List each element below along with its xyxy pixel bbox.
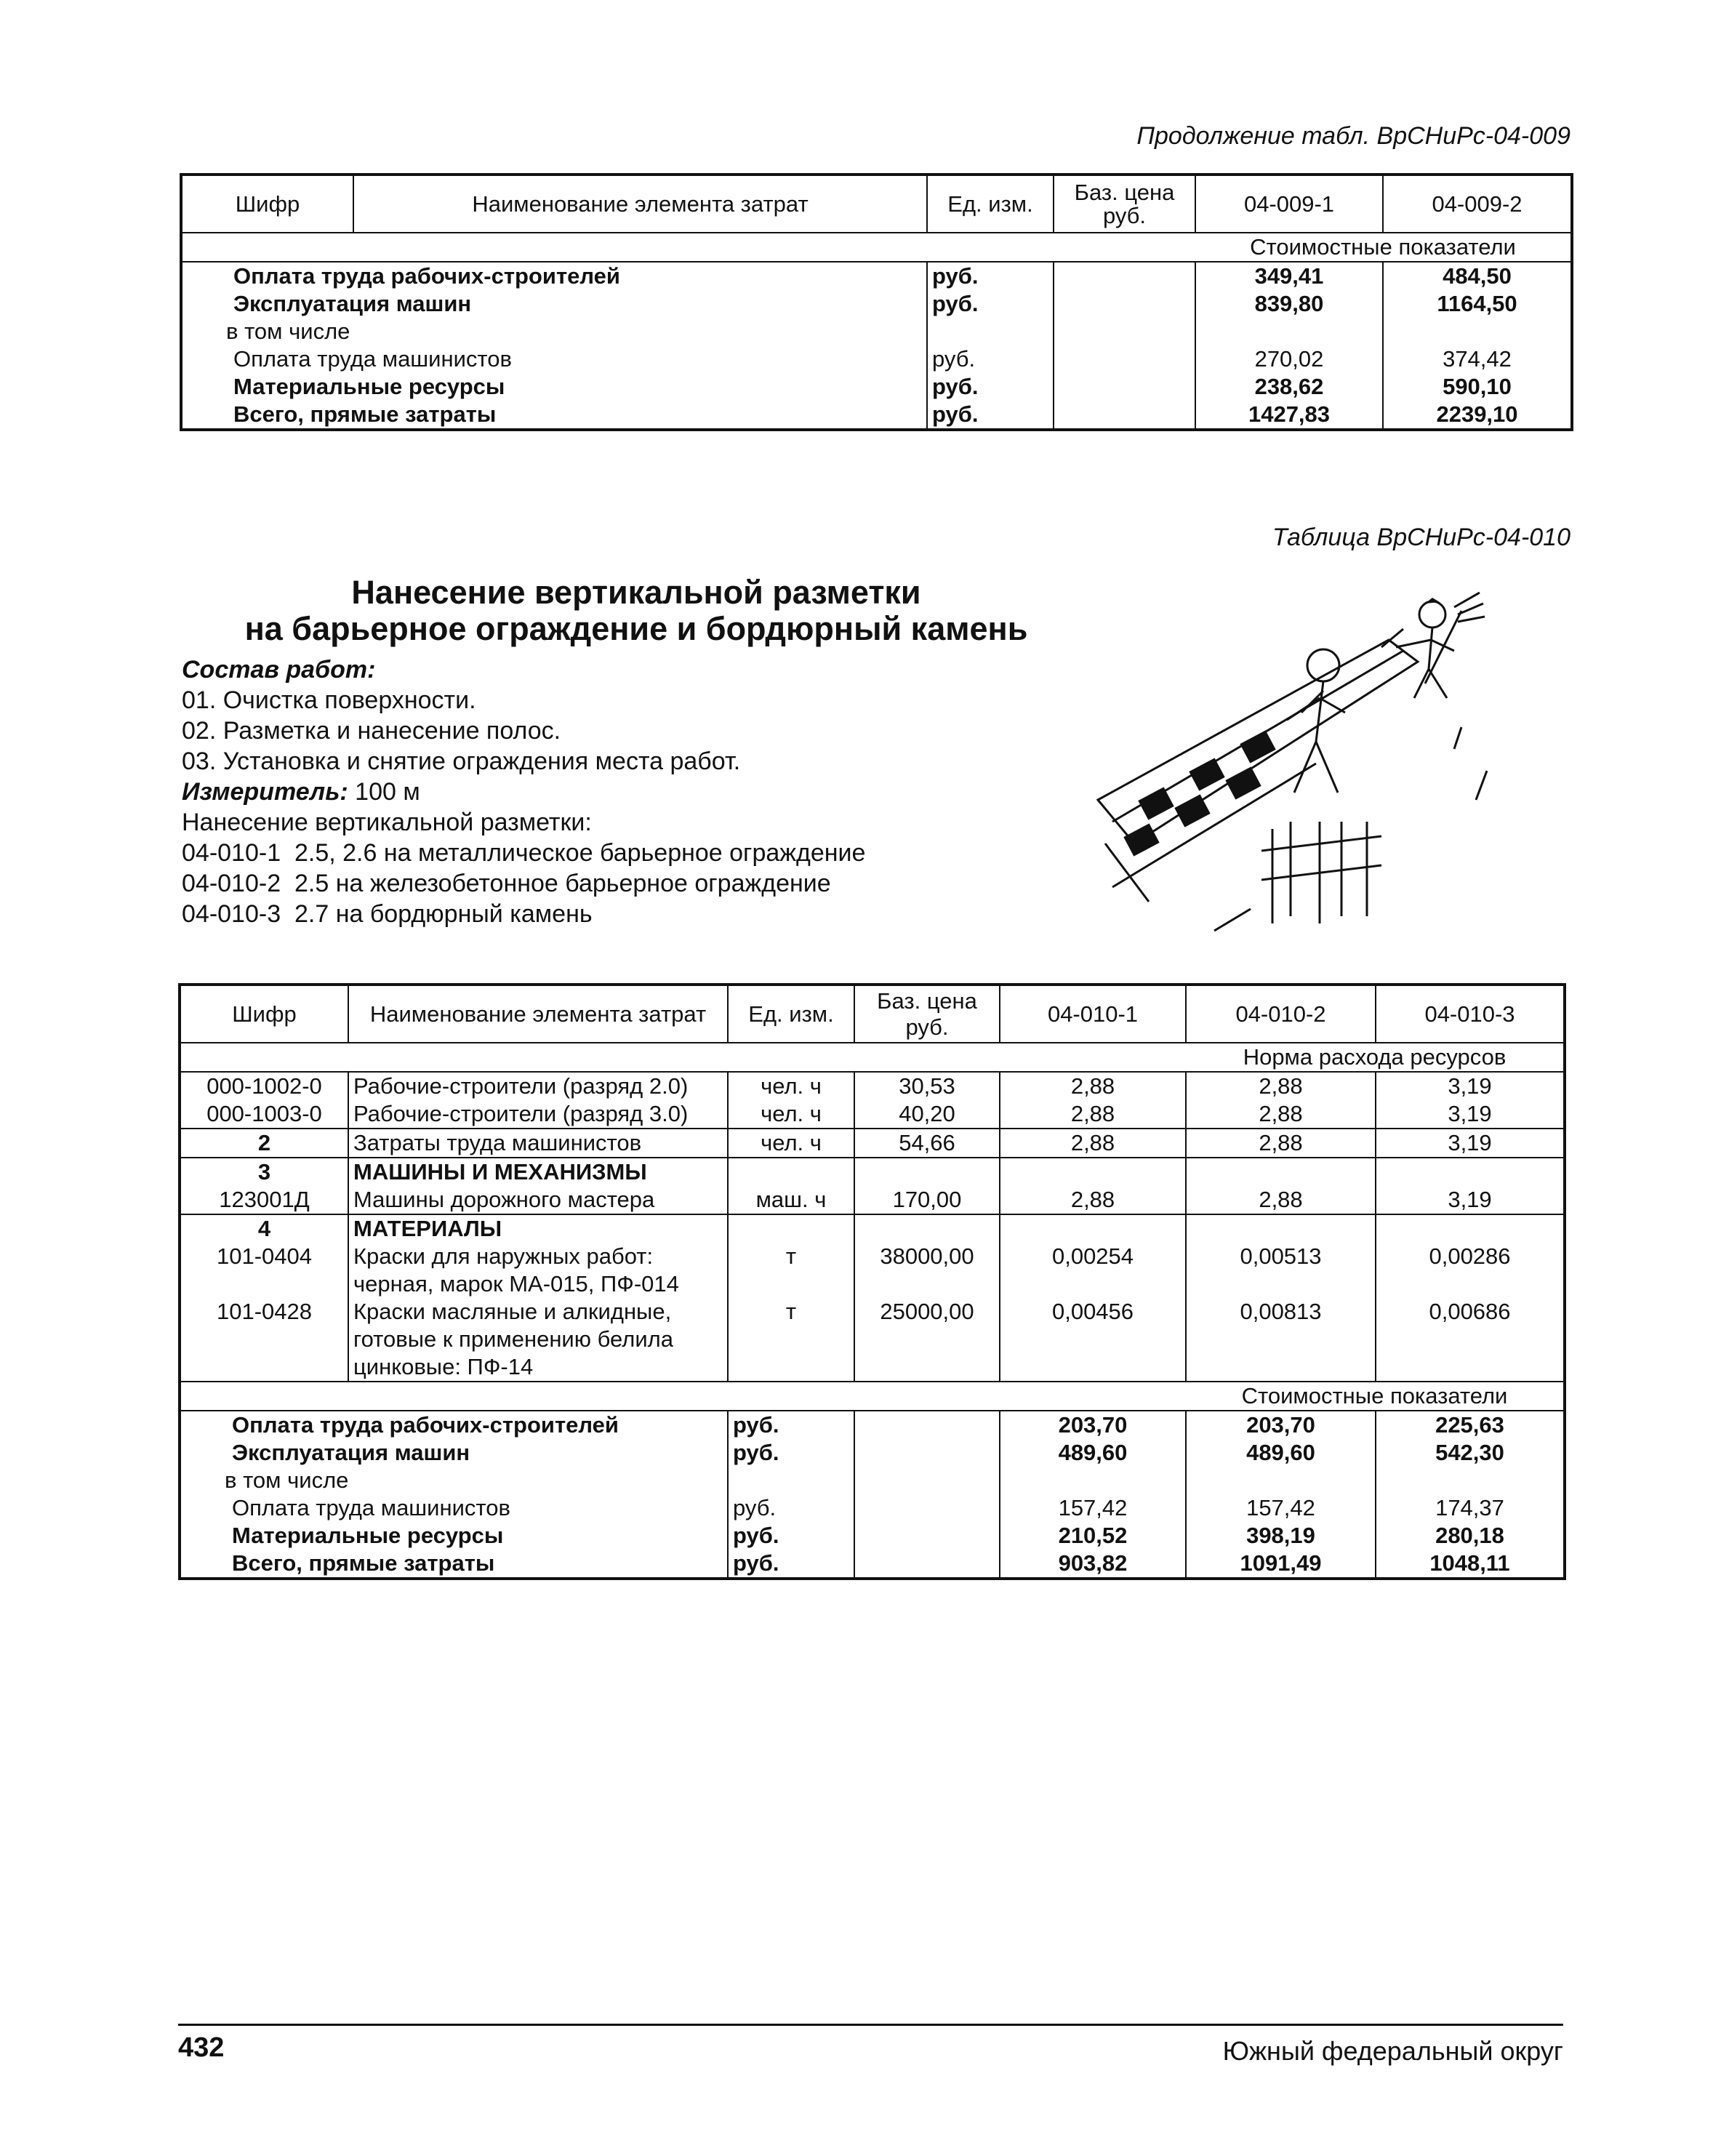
cost-unit: руб. [728,1439,854,1467]
header-unit: Ед. изм. [728,985,854,1043]
material-v2: 0,00813 [1186,1298,1376,1382]
base-price-empty [854,1467,1000,1494]
table-row [180,1439,1565,1467]
cost-name: Эксплуатация машин [180,1439,728,1467]
cost-value-1: 349,41 [1195,262,1383,290]
material-price: 25000,00 [854,1298,1000,1382]
base-price-empty [1054,373,1195,401]
header-base-price: Баз. цена руб. [1054,175,1195,233]
resource-v1: 2,88 [1000,1072,1186,1100]
resource-v3: 3,19 [1448,1073,1492,1099]
cost-value-1: 203,70 [1000,1411,1186,1439]
cost-unit: руб. [728,1411,854,1439]
resource-unit: чел. ч [728,1072,854,1100]
header-col-04-010-2: 04-010-2 [1186,985,1376,1043]
table-row [180,1550,1565,1579]
cost-value-1: 1427,83 [1195,401,1383,430]
cost-value-1: 903,82 [1000,1550,1186,1579]
cost-value-2: 489,60 [1186,1439,1376,1467]
base-price-empty [1054,318,1195,345]
cost-name: Оплата труда машинистов [180,1494,728,1522]
cost-value-2: 374,42 [1443,346,1512,372]
material-v1: 0,00456 [1000,1298,1186,1382]
resource-name: Затраты труда машинистов [348,1129,728,1158]
cost-name: Всего, прямые затраты [181,401,927,430]
base-price-empty [854,1550,1000,1579]
table-row [180,1129,1565,1158]
cost-value-2: 2239,10 [1436,401,1518,427]
material-v2: 0,00513 [1186,1243,1376,1298]
resource-v3: 3,19 [1448,1101,1492,1126]
continuation-title: Продолжение табл. ВрСНиРс-04-009 [1136,122,1570,150]
cost-value-2: 1091,49 [1186,1550,1376,1579]
resource-code: 000-1003-0 [180,1100,348,1129]
base-price-empty [854,1411,1000,1439]
table-row [180,1243,1565,1298]
work-item-1: 01. Очистка поверхности. [182,686,476,714]
resource-v3: 3,19 [1448,1130,1492,1155]
base-price-empty [854,1439,1000,1467]
materials-code: 4 [180,1214,348,1243]
table-row [181,262,1572,290]
footer-rule [178,2024,1563,2026]
meter-line [182,777,865,807]
cost-name: Всего, прямые затраты [180,1550,728,1579]
machine-code: 123001Д [180,1186,348,1214]
cost-unit: руб. [728,1494,854,1522]
resource-unit: чел. ч [728,1100,854,1129]
base-price-empty [1054,290,1195,318]
cost-name: Оплата труда рабочих-строителей [180,1411,728,1439]
material-name: Краски масляные и алкидные, готовые к применению белила цинковые: ПФ-14 [348,1298,728,1382]
footer-region: Южный федеральный округ [1222,2036,1563,2066]
machine-v3: 3,19 [1448,1187,1492,1212]
table-caption: Таблица ВрСНиРс-04-010 [1272,524,1570,551]
code-line-3: 04-010-3 2.7 на бордюрный камень [182,900,593,928]
cost-value-3: 542,30 [1435,1440,1504,1465]
cost-name: в том числе [181,318,927,345]
cost-unit: руб. [728,1522,854,1550]
header-name: Наименование элемента затрат [353,175,927,233]
workers-painting-illustration [1083,582,1491,960]
header-col-04-009-2: 04-009-2 [1383,175,1572,233]
cost-unit [728,1467,854,1494]
table-row [181,345,1572,373]
material-unit: т [728,1243,854,1298]
meter-value: 100 м [348,778,420,806]
cost-unit: руб. [927,345,1054,373]
cost-value-3: 174,37 [1435,1495,1504,1520]
meter-label: Измеритель: [182,778,348,806]
cost-value-2: 1164,50 [1437,291,1517,316]
work-label: Состав работ: [182,656,376,684]
resource-v1: 2,88 [1000,1129,1186,1158]
material-name: Краски для наружных работ: черная, марок МА-015, ПФ-014 [348,1243,728,1298]
table-row [181,318,1572,345]
resource-name: Рабочие-строители (разряд 2.0) [348,1072,728,1100]
base-price-empty [854,1522,1000,1550]
code-line-2: 04-010-2 2.5 на железобетонное барьерное ограждение [182,870,831,897]
material-code: 101-0404 [180,1243,348,1298]
table-04-009-continuation [180,173,1573,431]
base-price-empty [1054,401,1195,430]
machines-title: МАШИНЫ И МЕХАНИЗМЫ [348,1158,728,1186]
cost-unit: руб. [927,373,1054,401]
header-col-04-010-1: 04-010-1 [1000,985,1186,1043]
cost-unit: руб. [728,1550,854,1579]
table-04-010 [178,983,1566,1580]
header-code: Шифр [180,985,348,1043]
cost-name: Материальные ресурсы [180,1522,728,1550]
base-price-empty [854,1494,1000,1522]
material-unit: т [728,1298,854,1382]
heading-line-1: Нанесение вертикальной разметки [351,574,921,611]
resource-v2: 2,88 [1186,1072,1376,1100]
resource-price: 30,53 [854,1072,1000,1100]
table-row [181,401,1572,430]
material-v3: 0,00286 [1429,1243,1511,1269]
resource-code: 2 [180,1129,348,1158]
machine-price: 170,00 [854,1186,1000,1214]
cost-value-3: 225,63 [1435,1412,1504,1438]
machine-name: Машины дорожного мастера [348,1186,728,1214]
cost-value-3: 1048,11 [1429,1550,1510,1576]
cost-value-2: 484,50 [1443,263,1512,289]
material-code: 101-0428 [180,1298,348,1382]
cost-value-2 [1383,318,1572,345]
section-label: Стоимостные показатели [1195,233,1572,262]
work-item-3: 03. Установка и снятие ограждения места работ. [182,748,741,775]
cost-name: Материальные ресурсы [181,373,927,401]
cost-unit: руб. [927,290,1054,318]
header-base-price: Баз. цена руб. [854,985,1000,1043]
header-name: Наименование элемента затрат [348,985,728,1043]
cost-value-1: 489,60 [1000,1439,1186,1467]
resource-v2: 2,88 [1186,1100,1376,1129]
machine-unit: маш. ч [728,1186,854,1214]
cost-value-1: 270,02 [1195,345,1383,373]
cost-value-2: 203,70 [1186,1411,1376,1439]
table-row [180,1522,1565,1550]
section-heading [182,574,1091,647]
table-row [181,290,1572,318]
work-item-2: 02. Разметка и нанесение полос. [182,717,561,745]
resource-v2: 2,88 [1186,1129,1376,1158]
cost-value-2: 398,19 [1186,1522,1376,1550]
resource-code: 000-1002-0 [180,1072,348,1100]
material-v1: 0,00254 [1000,1243,1186,1298]
base-price-empty [1054,262,1195,290]
page-number: 432 [178,2032,225,2063]
cost-value-1 [1000,1467,1186,1494]
cost-value-1: 157,42 [1000,1494,1186,1522]
table-row [180,1411,1565,1439]
table-row [180,1298,1565,1382]
cost-unit: руб. [927,262,1054,290]
section-label-costs: Стоимостные показатели [1186,1382,1565,1411]
cost-name: Оплата труда машинистов [181,345,927,373]
resource-name: Рабочие-строители (разряд 3.0) [348,1100,728,1129]
table-row [180,1100,1565,1129]
machine-v2: 2,88 [1186,1186,1376,1214]
cost-value-2: 590,10 [1443,374,1512,399]
work-description [182,654,865,929]
resource-unit: чел. ч [728,1129,854,1158]
cost-value-1: 839,80 [1195,290,1383,318]
table-row [180,1494,1565,1522]
cost-value-2 [1186,1467,1376,1494]
cost-value-1: 210,52 [1000,1522,1186,1550]
base-price-empty [1054,345,1195,373]
cost-value-3: 280,18 [1435,1523,1504,1548]
cost-value-1: 238,62 [1195,373,1383,401]
header-col-04-009-1: 04-009-1 [1195,175,1383,233]
code-line-1: 04-010-1 2.5, 2.6 на металлическое барьерное ограждение [182,839,866,867]
table-row [181,373,1572,401]
resource-price: 54,66 [854,1129,1000,1158]
cost-unit [927,318,1054,345]
resource-v1: 2,88 [1000,1100,1186,1129]
cost-unit: руб. [927,401,1054,430]
machines-code: 3 [180,1158,348,1186]
intro-line: Нанесение вертикальной разметки: [182,809,592,836]
header-unit: Ед. изм. [927,175,1054,233]
resource-price: 40,20 [854,1100,1000,1129]
cost-value-2: 157,42 [1186,1494,1376,1522]
cost-value-3 [1376,1467,1565,1494]
table-row [180,1467,1565,1494]
header-col-04-010-3: 04-010-3 [1376,985,1565,1043]
material-v3: 0,00686 [1429,1299,1511,1324]
heading-line-2: на барьерное ограждение и бордюрный камень [244,610,1028,647]
cost-value-1 [1195,318,1383,345]
table-row [180,1072,1565,1100]
section-label-resources: Норма расхода ресурсов [1186,1043,1565,1072]
header-code: Шифр [181,175,353,233]
material-price: 38000,00 [854,1243,1000,1298]
cost-name: в том числе [180,1467,728,1494]
cost-name: Оплата труда рабочих-строителей [181,262,927,290]
machine-v1: 2,88 [1000,1186,1186,1214]
materials-title: МАТЕРИАЛЫ [348,1214,728,1243]
cost-name: Эксплуатация машин [181,290,927,318]
